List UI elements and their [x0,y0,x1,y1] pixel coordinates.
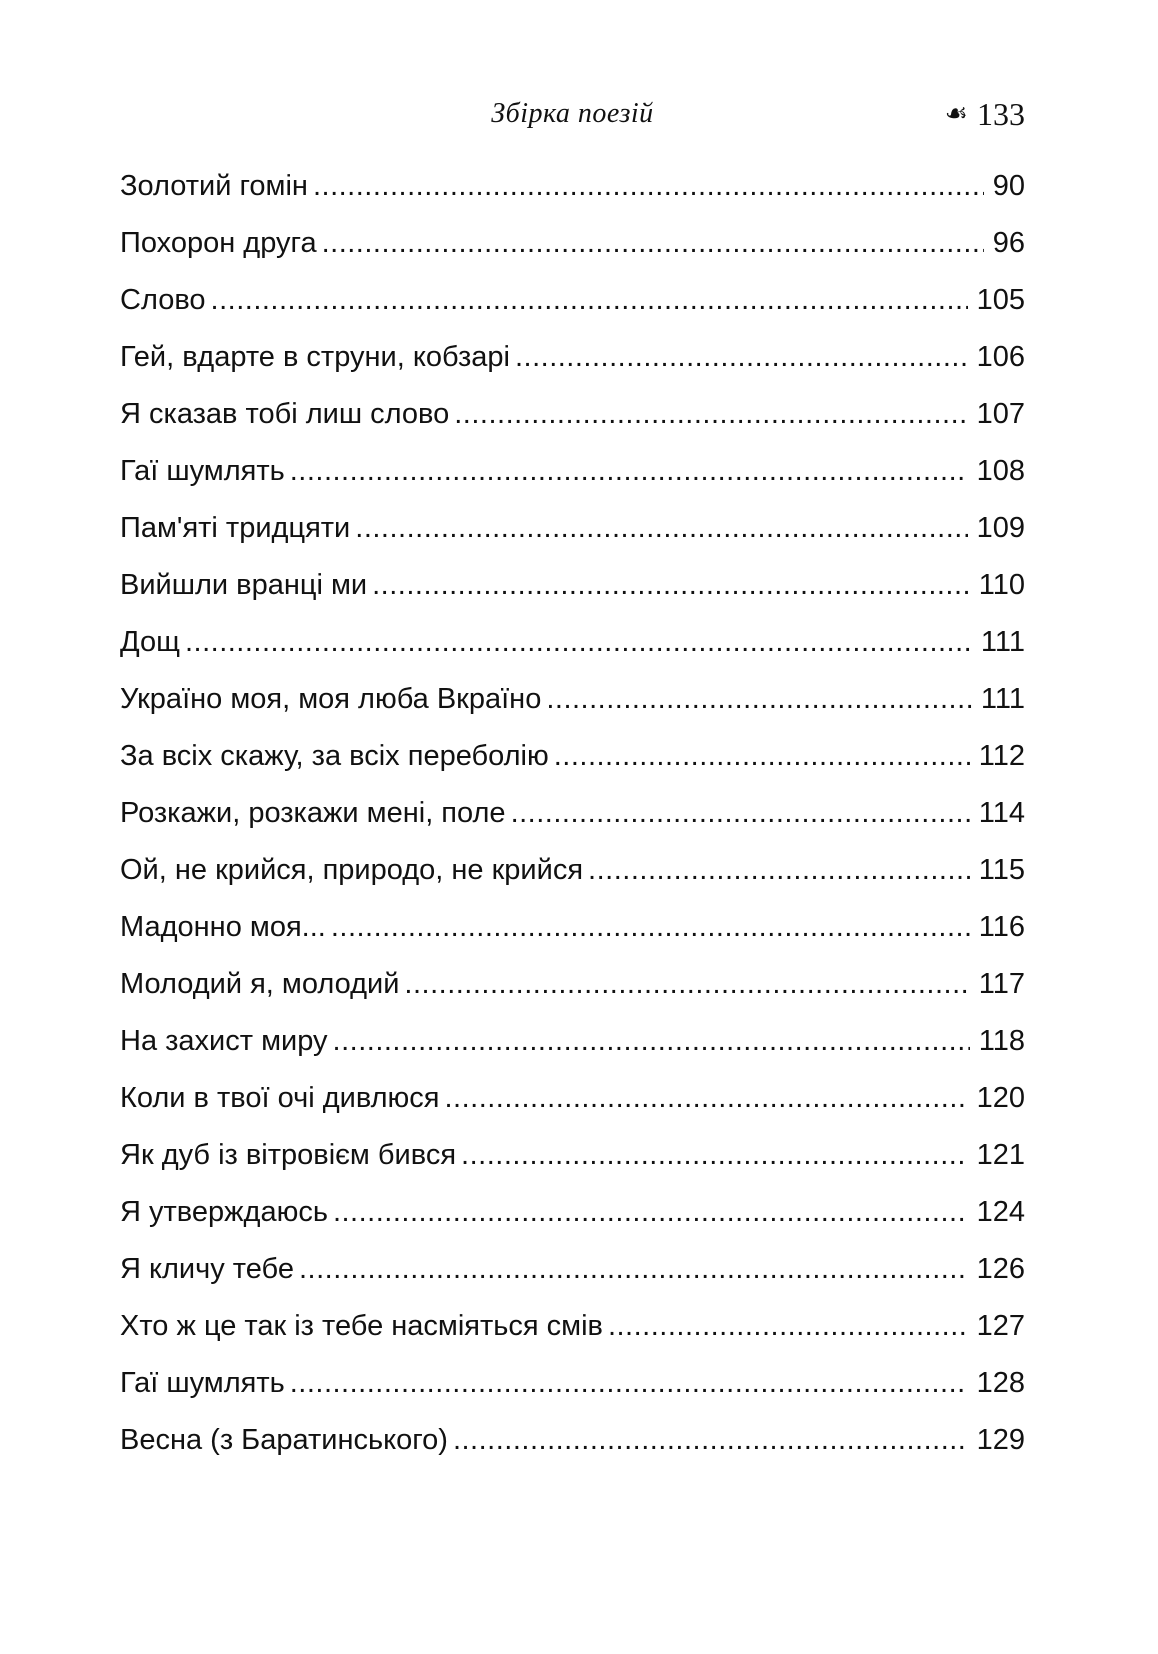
toc-dot-leader [554,728,970,785]
toc-dot-leader [290,1355,968,1412]
toc-entry [120,1298,1025,1355]
toc-entry [120,329,1025,386]
toc-entry [120,842,1025,899]
toc-entry [120,614,1025,671]
toc-entry [120,1241,1025,1298]
toc-dot-leader [290,443,968,500]
toc-entry-title: Мадонно моя... [120,911,326,943]
toc-entry-page-number: 128 [976,1367,1025,1399]
toc-entry-page-number: 109 [976,512,1025,544]
toc-dot-leader [372,557,970,614]
toc-entry-page-number: 114 [978,797,1025,829]
toc-dot-leader [299,1241,968,1298]
toc-entry-page-number: 115 [978,854,1025,886]
toc-entry-title: Як дуб із вітровієм бився [120,1139,457,1171]
toc-entry-title: Гей, вдарте в струни, кобзарі [120,341,510,373]
toc-entry-page-number: 121 [976,1139,1025,1171]
toc-entry-title: Україно моя, моя люба Вкраїно [120,683,542,715]
toc-dot-leader [404,956,969,1013]
toc-entry [120,386,1025,443]
toc-dot-leader [608,1298,968,1355]
toc-entry-page-number: 110 [978,569,1025,601]
toc-entry [120,443,1025,500]
toc-dot-leader [333,1013,970,1070]
toc-dot-leader [322,215,984,272]
toc-entry-page-number: 126 [976,1253,1025,1285]
toc-entry-title: Пам'яті тридцяти [120,512,351,544]
running-head-title: Збірка поезій [491,98,654,129]
toc-entry [120,272,1025,329]
toc-entry-page-number: 90 [992,170,1025,202]
toc-entry-title: Слово [120,284,206,316]
toc-entry-title: Похорон друга [120,227,317,259]
toc-entry-title: Дощ [120,626,180,658]
toc-entry [120,557,1025,614]
toc-dot-leader [444,1070,967,1127]
toc-entry-title: Хто ж це так із тебе насміяться смів [120,1310,603,1342]
toc-entry-page-number: 112 [978,740,1025,772]
toc-entry-title: Молодий я, молодий [120,968,400,1000]
toc-entry [120,1013,1025,1070]
toc-entry-page-number: 116 [978,911,1025,943]
toc-entry-page-number: 105 [976,284,1025,316]
toc-entry-page-number: 96 [992,227,1025,259]
toc-dot-leader [515,329,968,386]
toc-entry-page-number: 106 [976,341,1025,373]
toc-entry-title: Гаї шумлять [120,455,285,487]
toc-entry [120,1412,1025,1469]
toc-entry [120,1355,1025,1412]
toc-entry-title: Я сказав тобі лиш слово [120,398,450,430]
table-of-contents [120,158,1025,1469]
fleuron-ornament-icon: ☙ [944,99,968,129]
toc-dot-leader [454,386,967,443]
toc-entry-title: Розкажи, розкажи мені, поле [120,797,506,829]
toc-entry-title: Золотий гомін [120,170,308,202]
toc-dot-leader [546,671,972,728]
toc-entry-page-number: 129 [976,1424,1025,1456]
toc-dot-leader [211,272,968,329]
toc-entry [120,785,1025,842]
toc-entry [120,1070,1025,1127]
page-number: 133 [977,96,1025,132]
toc-entry [120,671,1025,728]
toc-entry-page-number: 117 [978,968,1025,1000]
toc-entry [120,1184,1025,1241]
toc-entry [120,158,1025,215]
toc-entry-title: Я кличу тебе [120,1253,294,1285]
toc-entry-page-number: 111 [980,626,1025,658]
toc-entry-page-number: 108 [976,455,1025,487]
toc-entry-title: Вийшли вранці ми [120,569,368,601]
toc-entry [120,899,1025,956]
toc-entry-page-number: 120 [976,1082,1025,1114]
toc-entry-title: На захист миру [120,1025,328,1057]
toc-dot-leader [453,1412,968,1469]
toc-dot-leader [588,842,970,899]
toc-dot-leader [331,899,970,956]
toc-entry [120,500,1025,557]
toc-entry-title: Ой, не крийся, природо, не крийся [120,854,584,886]
running-head [120,94,1025,134]
toc-entry [120,728,1025,785]
running-head-page [945,94,1025,134]
toc-dot-leader [461,1127,968,1184]
toc-entry-title: Весна (з Баратинського) [120,1424,448,1456]
toc-entry-title: Коли в твої очі дивлюся [120,1082,440,1114]
toc-entry [120,215,1025,272]
toc-dot-leader [333,1184,968,1241]
toc-entry-page-number: 127 [976,1310,1025,1342]
toc-dot-leader [355,500,967,557]
toc-entry [120,1127,1025,1184]
toc-entry [120,956,1025,1013]
toc-entry-page-number: 107 [976,398,1025,430]
toc-entry-title: Я утверждаюсь [120,1196,328,1228]
toc-entry-page-number: 118 [978,1025,1025,1057]
toc-dot-leader [185,614,972,671]
toc-entry-page-number: 111 [980,683,1025,715]
toc-entry-title: За всіх скажу, за всіх переболію [120,740,549,772]
toc-entry-page-number: 124 [976,1196,1025,1228]
toc-entry-title: Гаї шумлять [120,1367,285,1399]
toc-dot-leader [511,785,970,842]
toc-dot-leader [313,158,984,215]
